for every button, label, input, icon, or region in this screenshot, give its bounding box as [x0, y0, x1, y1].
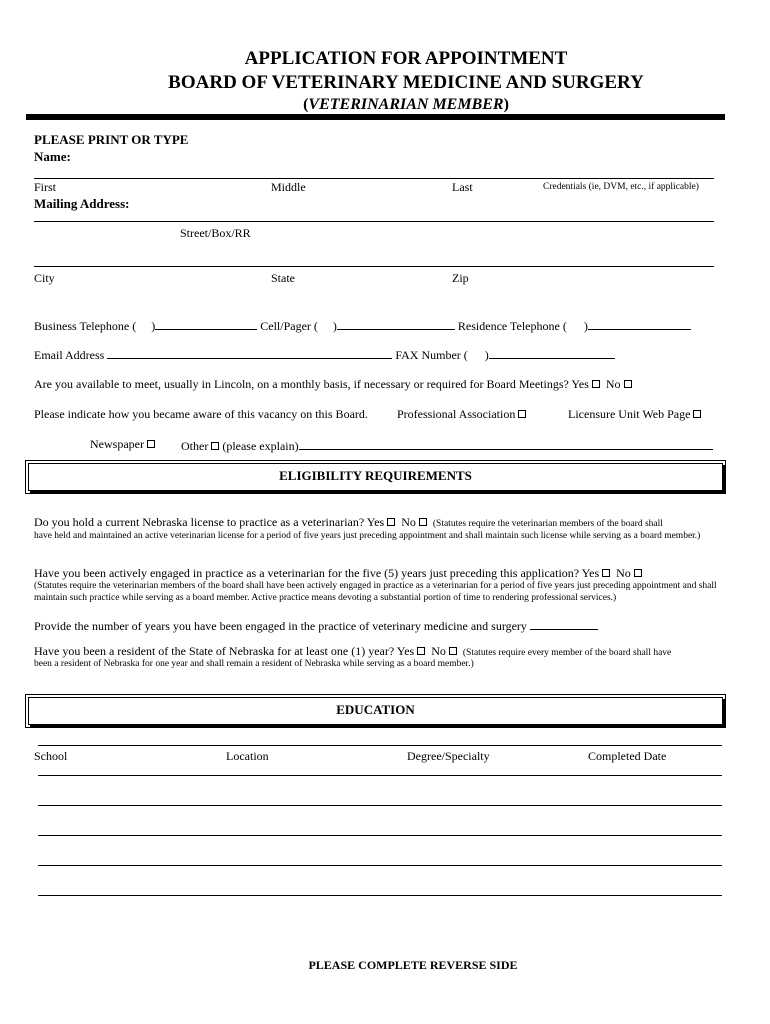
- education-top-rule: [38, 745, 722, 746]
- degree-column-header: Degree/Specialty: [407, 749, 490, 763]
- newspaper-checkbox[interactable]: [147, 440, 155, 448]
- practice-question: Have you been actively engaged in practice as a veterinarian for the five (5) years just preceding this application? Yes No: [34, 566, 645, 581]
- cell-pager-label: Cell/Pager (: [260, 319, 318, 333]
- license-yes-checkbox[interactable]: [387, 518, 395, 526]
- print-or-type-label: PLEASE PRINT OR TYPE: [34, 132, 189, 147]
- other-option: Other (please explain): [181, 437, 713, 454]
- city-label: City: [34, 271, 55, 285]
- reverse-side-notice: PLEASE COMPLETE REVERSE SIDE: [308, 958, 518, 972]
- education-row[interactable]: [38, 835, 722, 836]
- name-field[interactable]: [34, 178, 714, 179]
- residency-question: Have you been a resident of the State of Nebraska for at least one (1) year? Yes No (Statutes require every member of the board shall have: [34, 644, 672, 658]
- license-no-checkbox[interactable]: [419, 518, 427, 526]
- email-label: Email Address: [34, 348, 105, 362]
- form-title: APPLICATION FOR APPOINTMENT: [244, 48, 568, 69]
- last-label: Last: [452, 180, 473, 194]
- licensure-web-option: Licensure Unit Web Page: [568, 407, 704, 422]
- meet-question: Are you available to meet, usually in Lincoln, on a monthly basis, if necessary or required for Board Meetings? Yes No: [34, 377, 635, 392]
- vacancy-question: Please indicate how you became aware of this vacancy on this Board.: [34, 407, 368, 421]
- education-heading: EDUCATION: [336, 702, 415, 717]
- residency-no-checkbox[interactable]: [449, 647, 457, 655]
- professional-association-option: Professional Association: [397, 407, 529, 422]
- member-type: (VETERINARIAN MEMBER): [303, 96, 509, 113]
- school-column-header: School: [34, 749, 68, 763]
- licensure-web-checkbox[interactable]: [693, 410, 701, 418]
- professional-association-checkbox[interactable]: [518, 410, 526, 418]
- eligibility-heading-box: [25, 460, 726, 494]
- name-label: Name:: [34, 149, 71, 164]
- residence-telephone-label: Residence Telephone (: [457, 319, 567, 333]
- license-question: Do you hold a current Nebraska license to practice as a veterinarian? Yes No (Statutes require the veterinarian members of the board shall: [34, 515, 663, 529]
- residence-telephone-field[interactable]: [588, 317, 691, 330]
- fax-label: FAX Number (: [395, 348, 468, 362]
- residency-yes-checkbox[interactable]: [417, 647, 425, 655]
- other-checkbox[interactable]: [211, 442, 219, 450]
- header-rule: [26, 114, 725, 120]
- first-label: First: [34, 180, 57, 194]
- meet-no-checkbox[interactable]: [624, 380, 632, 388]
- practice-statute-note: (Statutes require the veterinarian members of the board shall have been actively engaged in practice as a veterinarian for a period of five years just preceding appointment and shall maintain such practice while serving as a board member. Active practice means devoting a substantial portion of time to rendering professional services.): [34, 581, 717, 603]
- city-state-zip-field[interactable]: [34, 266, 714, 267]
- street-field[interactable]: [34, 221, 714, 222]
- email-field[interactable]: [107, 346, 392, 359]
- business-telephone-field[interactable]: [155, 317, 257, 330]
- street-label: Street/Box/RR: [180, 226, 251, 240]
- location-column-header: Location: [226, 749, 269, 763]
- practice-yes-checkbox[interactable]: [602, 569, 610, 577]
- state-label: State: [271, 271, 295, 285]
- mailing-address-label: Mailing Address:: [34, 196, 130, 211]
- zip-label: Zip: [452, 271, 469, 285]
- license-statute-note: have held and maintained an active veterinarian license for a period of five years just preceding appointment and shall maintain such license while serving as a board member.): [34, 531, 701, 541]
- education-heading-box: [25, 694, 726, 728]
- years-field[interactable]: [530, 617, 598, 630]
- other-explain-field[interactable]: [299, 437, 713, 450]
- education-row[interactable]: [38, 805, 722, 806]
- board-name: BOARD OF VETERINARY MEDICINE AND SURGERY: [168, 72, 644, 93]
- practice-no-checkbox[interactable]: [634, 569, 642, 577]
- education-row[interactable]: [38, 865, 722, 866]
- education-row[interactable]: [38, 775, 722, 776]
- credentials-label: Credentials (ie, DVM, etc., if applicable): [543, 182, 699, 192]
- completed-date-column-header: Completed Date: [588, 749, 667, 763]
- eligibility-heading: ELIGIBILITY REQUIREMENTS: [279, 468, 472, 483]
- education-row[interactable]: [38, 895, 722, 896]
- residency-statute-note: been a resident of Nebraska for one year and shall remain a resident of Nebraska while serving as a board member.): [34, 659, 474, 669]
- years-question: Provide the number of years you have been engaged in the practice of veterinary medicine and surgery: [34, 617, 598, 634]
- newspaper-option: Newspaper: [90, 437, 158, 452]
- middle-label: Middle: [271, 180, 306, 194]
- business-telephone-label: Business Telephone (: [34, 319, 137, 333]
- email-fax-row: Email Address FAX Number ( ): [34, 346, 615, 363]
- meet-yes-checkbox[interactable]: [592, 380, 600, 388]
- fax-field[interactable]: [489, 346, 615, 359]
- cell-pager-field[interactable]: [337, 317, 455, 330]
- phone-row: Business Telephone ( ) Cell/Pager ( ) Residence Telephone ( ): [34, 317, 691, 334]
